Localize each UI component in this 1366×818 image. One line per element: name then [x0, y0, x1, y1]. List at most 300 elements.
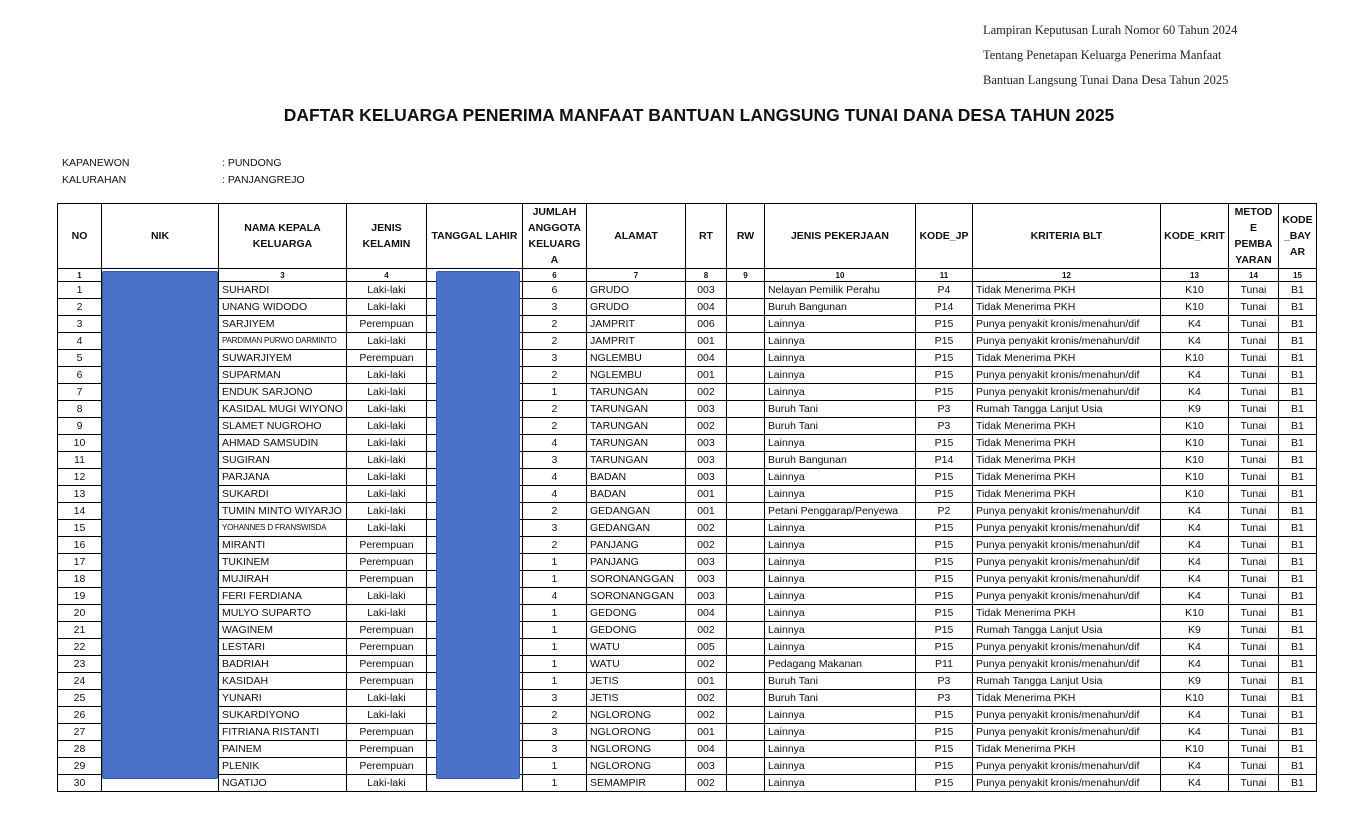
row-number: 12: [58, 469, 102, 486]
gender-cell: Perempuan: [346, 554, 426, 571]
criteria-code-cell: K10: [1160, 469, 1228, 486]
payment-method-cell: Tunai: [1228, 452, 1278, 469]
payment-code-cell: B1: [1278, 350, 1316, 367]
gender-cell: Perempuan: [346, 316, 426, 333]
row-number: 26: [58, 707, 102, 724]
rw-cell: [726, 503, 764, 520]
payment-method-cell: Tunai: [1228, 605, 1278, 622]
gender-cell: Laki-laki: [346, 690, 426, 707]
address-cell: JETIS: [586, 690, 685, 707]
address-cell: GEDANGAN: [586, 503, 685, 520]
table-row: [58, 588, 1317, 605]
member-count-cell: 1: [522, 775, 586, 792]
rw-cell: [726, 656, 764, 673]
criteria-cell: Tidak Menerima PKH: [972, 299, 1160, 316]
rw-cell: [726, 639, 764, 656]
payment-method-cell: Tunai: [1228, 622, 1278, 639]
rt-cell: 003: [685, 554, 726, 571]
occupation-cell: Buruh Bangunan: [764, 299, 915, 316]
payment-method-cell: Tunai: [1228, 401, 1278, 418]
rt-cell: 001: [685, 367, 726, 384]
payment-method-cell: Tunai: [1228, 282, 1278, 299]
gender-cell: Laki-laki: [346, 418, 426, 435]
payment-method-cell: Tunai: [1228, 758, 1278, 775]
criteria-code-cell: K10: [1160, 452, 1228, 469]
member-count-cell: 1: [522, 656, 586, 673]
occupation-cell: Pedagang Makanan: [764, 656, 915, 673]
name-cell: NGATIJO: [219, 775, 347, 792]
payment-code-cell: B1: [1278, 639, 1316, 656]
rt-cell: 004: [685, 350, 726, 367]
table-row: [58, 520, 1317, 537]
table-row: [58, 486, 1317, 503]
criteria-code-cell: K4: [1160, 588, 1228, 605]
row-number: 15: [58, 520, 102, 537]
table-row: [58, 775, 1317, 792]
rt-cell: 003: [685, 452, 726, 469]
rw-cell: [726, 401, 764, 418]
occupation-cell: Lainnya: [764, 554, 915, 571]
name-cell: PAINEM: [219, 741, 347, 758]
row-number: 20: [58, 605, 102, 622]
column-header: KODE_BAYAR: [1278, 204, 1316, 269]
occupation-cell: Lainnya: [764, 537, 915, 554]
member-count-cell: 3: [522, 690, 586, 707]
criteria-code-cell: K4: [1160, 724, 1228, 741]
row-number: 30: [58, 775, 102, 792]
name-cell: TUMIN MINTO WIYARJO: [219, 503, 347, 520]
table-row: [58, 673, 1317, 690]
address-cell: NGLORONG: [586, 758, 685, 775]
occupation-code-cell: P15: [915, 741, 972, 758]
name-cell: SUKARDI: [219, 486, 347, 503]
column-number: 12: [972, 269, 1160, 282]
criteria-code-cell: K9: [1160, 401, 1228, 418]
row-number: 29: [58, 758, 102, 775]
name-cell: SARJIYEM: [219, 316, 347, 333]
table-row: [58, 707, 1317, 724]
table-row: [58, 503, 1317, 520]
criteria-cell: Tidak Menerima PKH: [972, 690, 1160, 707]
name-cell: PARJANA: [219, 469, 347, 486]
kalurahan-label: KALURAHAN: [62, 174, 127, 186]
payment-code-cell: B1: [1278, 401, 1316, 418]
occupation-cell: Lainnya: [764, 486, 915, 503]
rw-cell: [726, 384, 764, 401]
occupation-code-cell: P15: [915, 435, 972, 452]
row-number: 24: [58, 673, 102, 690]
payment-method-cell: Tunai: [1228, 503, 1278, 520]
header-row: [58, 204, 1317, 269]
criteria-code-cell: K4: [1160, 367, 1228, 384]
name-cell: ENDUK SARJONO: [219, 384, 347, 401]
member-count-cell: 6: [522, 282, 586, 299]
gender-cell: Laki-laki: [346, 486, 426, 503]
rt-cell: 003: [685, 571, 726, 588]
payment-method-cell: Tunai: [1228, 724, 1278, 741]
occupation-code-cell: P15: [915, 724, 972, 741]
member-count-cell: 4: [522, 435, 586, 452]
column-header: JENIS PEKERJAAN: [764, 204, 915, 269]
column-header: JENIS KELAMIN: [346, 204, 426, 269]
gender-cell: Laki-laki: [346, 605, 426, 622]
payment-code-cell: B1: [1278, 367, 1316, 384]
rt-cell: 001: [685, 673, 726, 690]
occupation-code-cell: P15: [915, 554, 972, 571]
payment-method-cell: Tunai: [1228, 367, 1278, 384]
table-row: [58, 367, 1317, 384]
payment-method-cell: Tunai: [1228, 469, 1278, 486]
rt-cell: 003: [685, 401, 726, 418]
gender-cell: Laki-laki: [346, 333, 426, 350]
row-number: 17: [58, 554, 102, 571]
occupation-code-cell: P15: [915, 639, 972, 656]
rw-cell: [726, 350, 764, 367]
address-cell: BADAN: [586, 486, 685, 503]
table-row: [58, 656, 1317, 673]
name-cell: SUHARDI: [219, 282, 347, 299]
payment-method-cell: Tunai: [1228, 741, 1278, 758]
payment-code-cell: B1: [1278, 605, 1316, 622]
column-header: ALAMAT: [586, 204, 685, 269]
payment-method-cell: Tunai: [1228, 316, 1278, 333]
payment-method-cell: Tunai: [1228, 350, 1278, 367]
rw-cell: [726, 418, 764, 435]
criteria-cell: Punya penyakit kronis/menahun/dif: [972, 520, 1160, 537]
gender-cell: Laki-laki: [346, 435, 426, 452]
occupation-code-cell: P11: [915, 656, 972, 673]
address-cell: PANJANG: [586, 537, 685, 554]
name-cell: AHMAD SAMSUDIN: [219, 435, 347, 452]
occupation-cell: Lainnya: [764, 384, 915, 401]
occupation-code-cell: P15: [915, 520, 972, 537]
address-cell: NGLEMBU: [586, 367, 685, 384]
criteria-cell: Tidak Menerima PKH: [972, 350, 1160, 367]
member-count-cell: 1: [522, 571, 586, 588]
occupation-cell: Lainnya: [764, 316, 915, 333]
member-count-cell: 1: [522, 384, 586, 401]
rt-cell: 004: [685, 299, 726, 316]
column-header: RT: [685, 204, 726, 269]
name-cell: FERI FERDIANA: [219, 588, 347, 605]
rt-cell: 002: [685, 418, 726, 435]
payment-method-cell: Tunai: [1228, 520, 1278, 537]
criteria-cell: Punya penyakit kronis/menahun/dif: [972, 775, 1160, 792]
gender-cell: Laki-laki: [346, 401, 426, 418]
payment-code-cell: B1: [1278, 707, 1316, 724]
kalurahan-value: : PANJANGREJO: [222, 174, 305, 186]
payment-method-cell: Tunai: [1228, 639, 1278, 656]
criteria-cell: Tidak Menerima PKH: [972, 435, 1160, 452]
occupation-cell: Buruh Bangunan: [764, 452, 915, 469]
criteria-code-cell: K4: [1160, 520, 1228, 537]
rt-cell: 005: [685, 639, 726, 656]
member-count-cell: 3: [522, 452, 586, 469]
table-body: [58, 282, 1317, 792]
rw-cell: [726, 588, 764, 605]
member-count-cell: 2: [522, 316, 586, 333]
criteria-code-cell: K10: [1160, 282, 1228, 299]
address-cell: TARUNGAN: [586, 435, 685, 452]
address-cell: JETIS: [586, 673, 685, 690]
table-row: [58, 418, 1317, 435]
occupation-code-cell: P15: [915, 707, 972, 724]
payment-method-cell: Tunai: [1228, 656, 1278, 673]
table-row: [58, 452, 1317, 469]
occupation-cell: Lainnya: [764, 707, 915, 724]
row-number: 21: [58, 622, 102, 639]
name-cell: SUGIRAN: [219, 452, 347, 469]
table-row: [58, 690, 1317, 707]
column-number: 15: [1278, 269, 1316, 282]
row-number: 9: [58, 418, 102, 435]
column-header: NIK: [102, 204, 219, 269]
row-number: 18: [58, 571, 102, 588]
column-number: 10: [764, 269, 915, 282]
occupation-code-cell: P3: [915, 418, 972, 435]
address-cell: TARUNGAN: [586, 401, 685, 418]
table-row: [58, 435, 1317, 452]
occupation-cell: Buruh Tani: [764, 673, 915, 690]
rt-cell: 002: [685, 775, 726, 792]
occupation-cell: Buruh Tani: [764, 690, 915, 707]
payment-code-cell: B1: [1278, 333, 1316, 350]
table-row: [58, 571, 1317, 588]
name-cell: SUWARJIYEM: [219, 350, 347, 367]
member-count-cell: 2: [522, 503, 586, 520]
address-cell: GEDONG: [586, 622, 685, 639]
rt-cell: 003: [685, 282, 726, 299]
criteria-code-cell: K4: [1160, 316, 1228, 333]
row-number: 1: [58, 282, 102, 299]
gender-cell: Perempuan: [346, 350, 426, 367]
column-header: RW: [726, 204, 764, 269]
member-count-cell: 3: [522, 724, 586, 741]
occupation-code-cell: P15: [915, 486, 972, 503]
criteria-code-cell: K4: [1160, 537, 1228, 554]
row-number: 3: [58, 316, 102, 333]
name-cell: UNANG WIDODO: [219, 299, 347, 316]
rw-cell: [726, 333, 764, 350]
criteria-code-cell: K4: [1160, 758, 1228, 775]
rw-cell: [726, 758, 764, 775]
payment-method-cell: Tunai: [1228, 775, 1278, 792]
member-count-cell: 3: [522, 520, 586, 537]
payment-code-cell: B1: [1278, 656, 1316, 673]
address-cell: GRUDO: [586, 299, 685, 316]
address-cell: GRUDO: [586, 282, 685, 299]
payment-method-cell: Tunai: [1228, 707, 1278, 724]
member-count-cell: 2: [522, 333, 586, 350]
criteria-cell: Punya penyakit kronis/menahun/dif: [972, 707, 1160, 724]
name-cell: MULYO SUPARTO: [219, 605, 347, 622]
rw-cell: [726, 775, 764, 792]
payment-code-cell: B1: [1278, 741, 1316, 758]
payment-code-cell: B1: [1278, 571, 1316, 588]
gender-cell: Laki-laki: [346, 469, 426, 486]
table-row: [58, 724, 1317, 741]
payment-method-cell: Tunai: [1228, 537, 1278, 554]
attachment-line-1: Lampiran Keputusan Lurah Nomor 60 Tahun 2024: [983, 23, 1238, 37]
criteria-cell: Punya penyakit kronis/menahun/dif: [972, 367, 1160, 384]
rt-cell: 003: [685, 758, 726, 775]
column-header: JUMLAH ANGGOTA KELUARGA: [522, 204, 586, 269]
member-count-cell: 2: [522, 367, 586, 384]
occupation-code-cell: P15: [915, 537, 972, 554]
occupation-cell: Lainnya: [764, 469, 915, 486]
rt-cell: 003: [685, 588, 726, 605]
rw-cell: [726, 367, 764, 384]
occupation-cell: Lainnya: [764, 333, 915, 350]
row-number: 22: [58, 639, 102, 656]
member-count-cell: 3: [522, 299, 586, 316]
rw-cell: [726, 605, 764, 622]
occupation-cell: Lainnya: [764, 724, 915, 741]
row-number: 11: [58, 452, 102, 469]
name-cell: YUNARI: [219, 690, 347, 707]
payment-code-cell: B1: [1278, 554, 1316, 571]
table-row: [58, 741, 1317, 758]
gender-cell: Perempuan: [346, 724, 426, 741]
name-cell: FITRIANA RISTANTI: [219, 724, 347, 741]
rw-cell: [726, 316, 764, 333]
address-cell: NGLORONG: [586, 707, 685, 724]
criteria-code-cell: K4: [1160, 656, 1228, 673]
gender-cell: Laki-laki: [346, 299, 426, 316]
member-count-cell: 4: [522, 469, 586, 486]
document-title: DAFTAR KELUARGA PENERIMA MANFAAT BANTUAN LANGSUNG TUNAI DANA DESA TAHUN 2025: [283, 105, 1115, 125]
gender-cell: Laki-laki: [346, 282, 426, 299]
row-number: 28: [58, 741, 102, 758]
rt-cell: 003: [685, 469, 726, 486]
payment-code-cell: B1: [1278, 452, 1316, 469]
member-count-cell: 1: [522, 758, 586, 775]
column-header: KRITERIA BLT: [972, 204, 1160, 269]
rt-cell: 002: [685, 520, 726, 537]
rt-cell: 002: [685, 690, 726, 707]
column-header: TANGGAL LAHIR: [426, 204, 522, 269]
gender-cell: Perempuan: [346, 741, 426, 758]
occupation-code-cell: P14: [915, 299, 972, 316]
occupation-code-cell: P15: [915, 350, 972, 367]
criteria-code-cell: K10: [1160, 418, 1228, 435]
criteria-cell: Punya penyakit kronis/menahun/dif: [972, 503, 1160, 520]
occupation-code-cell: P2: [915, 503, 972, 520]
gender-cell: Perempuan: [346, 656, 426, 673]
name-cell: SLAMET NUGROHO: [219, 418, 347, 435]
name-cell: SUPARMAN: [219, 367, 347, 384]
payment-method-cell: Tunai: [1228, 554, 1278, 571]
payment-code-cell: B1: [1278, 775, 1316, 792]
occupation-cell: Lainnya: [764, 367, 915, 384]
row-number: 4: [58, 333, 102, 350]
rw-cell: [726, 571, 764, 588]
gender-cell: Laki-laki: [346, 520, 426, 537]
gender-cell: Perempuan: [346, 673, 426, 690]
criteria-cell: Punya penyakit kronis/menahun/dif: [972, 639, 1160, 656]
payment-code-cell: B1: [1278, 299, 1316, 316]
criteria-code-cell: K10: [1160, 435, 1228, 452]
address-cell: SORONANGGAN: [586, 571, 685, 588]
member-count-cell: 2: [522, 537, 586, 554]
criteria-cell: Punya penyakit kronis/menahun/dif: [972, 316, 1160, 333]
occupation-code-cell: P4: [915, 282, 972, 299]
rt-cell: 002: [685, 537, 726, 554]
gender-cell: Perempuan: [346, 758, 426, 775]
rt-cell: 003: [685, 435, 726, 452]
column-header: NAMA KEPALA KELUARGA: [219, 204, 347, 269]
payment-code-cell: B1: [1278, 469, 1316, 486]
payment-code-cell: B1: [1278, 435, 1316, 452]
name-cell: TUKINEM: [219, 554, 347, 571]
rt-cell: 002: [685, 707, 726, 724]
occupation-code-cell: P15: [915, 367, 972, 384]
payment-method-cell: Tunai: [1228, 435, 1278, 452]
occupation-code-cell: P15: [915, 316, 972, 333]
row-number: 7: [58, 384, 102, 401]
column-header: KODE_KRIT: [1160, 204, 1228, 269]
column-number-row: [58, 269, 1317, 282]
rw-cell: [726, 741, 764, 758]
address-cell: SEMAMPIR: [586, 775, 685, 792]
rw-cell: [726, 486, 764, 503]
criteria-cell: Rumah Tangga Lanjut Usia: [972, 622, 1160, 639]
criteria-code-cell: K4: [1160, 333, 1228, 350]
gender-cell: Laki-laki: [346, 384, 426, 401]
occupation-code-cell: P15: [915, 571, 972, 588]
occupation-code-cell: P15: [915, 384, 972, 401]
occupation-cell: Lainnya: [764, 622, 915, 639]
member-count-cell: 1: [522, 554, 586, 571]
criteria-code-cell: K10: [1160, 299, 1228, 316]
occupation-cell: Buruh Tani: [764, 418, 915, 435]
table-row: [58, 282, 1317, 299]
criteria-cell: Punya penyakit kronis/menahun/dif: [972, 384, 1160, 401]
gender-cell: Laki-laki: [346, 588, 426, 605]
payment-code-cell: B1: [1278, 724, 1316, 741]
occupation-code-cell: P15: [915, 622, 972, 639]
gender-cell: Perempuan: [346, 537, 426, 554]
name-cell: KASIDAH: [219, 673, 347, 690]
column-number: 13: [1160, 269, 1228, 282]
payment-method-cell: Tunai: [1228, 486, 1278, 503]
column-number: 4: [346, 269, 426, 282]
member-count-cell: 4: [522, 588, 586, 605]
criteria-cell: Punya penyakit kronis/menahun/dif: [972, 588, 1160, 605]
criteria-cell: Tidak Menerima PKH: [972, 282, 1160, 299]
rt-cell: 001: [685, 503, 726, 520]
name-cell: MUJIRAH: [219, 571, 347, 588]
row-number: 5: [58, 350, 102, 367]
rw-cell: [726, 673, 764, 690]
column-number: 14: [1228, 269, 1278, 282]
table-row: [58, 554, 1317, 571]
column-number: 7: [586, 269, 685, 282]
rw-cell: [726, 452, 764, 469]
name-cell: SUKARDIYONO: [219, 707, 347, 724]
payment-code-cell: B1: [1278, 588, 1316, 605]
rw-cell: [726, 622, 764, 639]
occupation-cell: Nelayan Pemilik Perahu: [764, 282, 915, 299]
criteria-code-cell: K4: [1160, 571, 1228, 588]
rt-cell: 004: [685, 741, 726, 758]
member-count-cell: 1: [522, 639, 586, 656]
criteria-code-cell: K4: [1160, 775, 1228, 792]
gender-cell: Laki-laki: [346, 775, 426, 792]
rt-cell: 001: [685, 724, 726, 741]
payment-method-cell: Tunai: [1228, 384, 1278, 401]
member-count-cell: 1: [522, 622, 586, 639]
